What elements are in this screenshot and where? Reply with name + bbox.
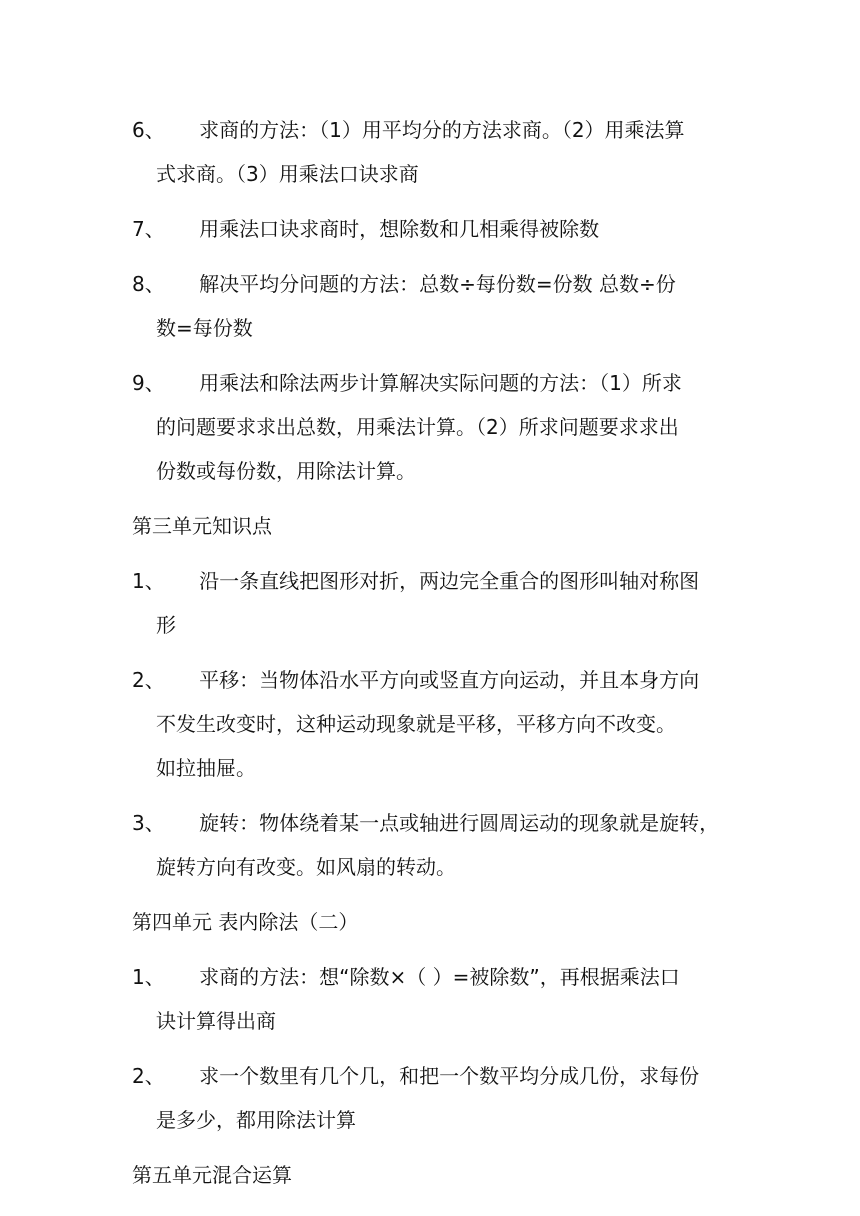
text-line: 份数或每份数，用除法计算。 [156, 459, 416, 483]
text-line: 如拉抽屉。 [156, 756, 256, 780]
text-line: 形 [156, 613, 176, 637]
item-number: 7、 [132, 217, 165, 241]
text-line: 旋转：物体绕着某一点或轴进行圆周运动的现象就是旋转， [199, 811, 720, 835]
item-text [132, 668, 734, 790]
list-item [132, 108, 734, 196]
text-line: 求商的方法：（1）用平均分的方法求商。（2）用乘法算 [199, 118, 685, 142]
item-number: 2、 [132, 668, 165, 692]
item-text [132, 811, 734, 889]
text-line: 解决平均分问题的方法：总数÷每份数=份数 总数÷份 [199, 272, 676, 296]
item-text [132, 371, 734, 493]
text-line: 用乘法和除法两步计算解决实际问题的方法：（1）所求 [199, 371, 682, 395]
text-line: 沿一条直线把图形对折，两边完全重合的图形叫轴对称图 [199, 569, 700, 593]
text-line: 是多少，都用除法计算 [156, 1108, 356, 1132]
item-text [132, 272, 734, 350]
item-number: 6、 [132, 118, 165, 142]
list-item [132, 801, 734, 889]
text-line: 不发生改变时，这种运动现象就是平移，平移方向不改变。 [156, 712, 676, 736]
item-text [132, 1064, 734, 1142]
text-line: 旋转方向有改变。如风扇的转动。 [156, 855, 456, 879]
text-line: 平移：当物体沿水平方向或竖直方向运动，并且本身方向 [199, 668, 700, 692]
list-item [132, 955, 734, 1043]
text-line: 求商的方法：想“除数×（ ）=被除数”，再根据乘法口 [199, 965, 680, 989]
section-heading: 第四单元 表内除法（二） [132, 910, 359, 934]
item-text [132, 118, 734, 196]
section-heading: 第三单元知识点 [132, 514, 272, 538]
text-line: 诀计算得出商 [156, 1009, 276, 1033]
list-item [132, 559, 734, 647]
list-item [132, 1054, 734, 1142]
item-number: 1、 [132, 569, 165, 593]
item-number: 9、 [132, 371, 165, 395]
text-line: 求一个数里有几个几，和把一个数平均分成几份，求每份 [199, 1064, 700, 1088]
section-heading: 第五单元混合运算 [132, 1163, 292, 1187]
item-text [132, 965, 734, 1043]
list-item [132, 361, 734, 493]
text-line: 数=每份数 [156, 316, 253, 340]
item-text [199, 217, 599, 241]
text-line: 式求商。（3）用乘法口诀求商 [156, 162, 419, 186]
item-number: 2、 [132, 1064, 165, 1088]
item-number: 8、 [132, 272, 165, 296]
item-number: 3、 [132, 811, 165, 835]
list-item [132, 658, 734, 790]
list-item [132, 262, 734, 350]
text-line: 用乘法口诀求商时，想除数和几相乘得被除数 [199, 217, 600, 241]
item-text [132, 569, 734, 647]
text-line: 的问题要求求出总数，用乘法计算。（2）所求问题要求求出 [156, 415, 679, 439]
list-item [132, 207, 734, 251]
item-number: 1、 [132, 965, 165, 989]
